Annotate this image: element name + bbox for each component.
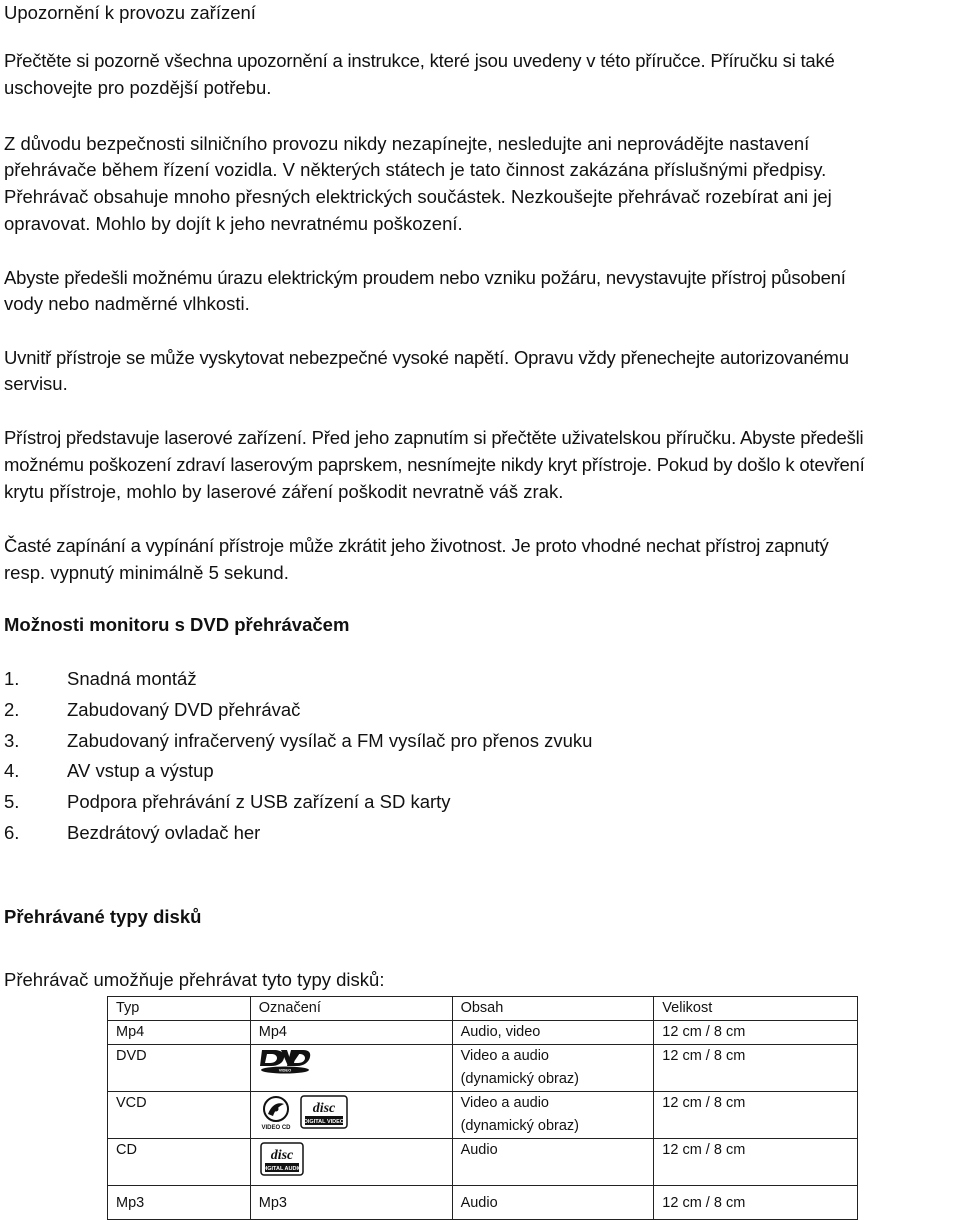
cell-size: 12 cm / 8 cm: [654, 1186, 858, 1220]
content-line: (dynamický obraz): [460, 1118, 580, 1134]
cell-type: Mp4: [108, 1021, 251, 1045]
list-text: Podpora přehrávání z USB zařízení a SD karty: [67, 791, 451, 812]
cell-label: Mp4: [250, 1021, 452, 1045]
column-header: Obsah: [452, 997, 654, 1021]
list-text: Bezdrátový ovladač her: [67, 822, 261, 843]
svg-text:disc: disc: [270, 1148, 294, 1163]
paragraph-line: Přehrávač obsahuje mnoho přesných elektrických součástek. Nezkoušejte přehrávač rozebírat ani jej: [4, 186, 832, 207]
svg-text:DIGITAL AUDIO: DIGITAL AUDIO: [261, 1166, 303, 1172]
list-number: 4.: [4, 760, 20, 781]
cell-type: CD: [108, 1139, 251, 1186]
dvd-video-logo-icon: [259, 1048, 311, 1074]
svg-text:VIDEO CD: VIDEO CD: [261, 1125, 291, 1131]
list-text: Zabudovaný infračervený vysílač a FM vysílač pro přenos zvuku: [67, 730, 593, 751]
cell-content: Audio, video: [452, 1021, 654, 1045]
paragraph-line: resp. vypnutý minimálně 5 sekund.: [4, 562, 289, 583]
list-item: [4, 697, 300, 723]
list-item: [4, 666, 197, 692]
paragraph-line: Uvnitř přístroje se může vyskytovat nebezpečné vysoké napětí. Opravu vždy přenechejte autorizovanému: [4, 347, 849, 368]
paragraph-line: Abyste předešli možnému úrazu elektrickým proudem nebo vzniku požáru, nevystavujte přístroj působení: [4, 267, 846, 288]
list-text: Zabudovaný DVD přehrávač: [67, 699, 301, 720]
paragraph-line: Časté zapínání a vypínání přístroje může zkrátit jeho životnost. Je proto vhodné nechat přístroj zapnutý: [4, 535, 829, 556]
list-item: [4, 728, 592, 754]
paragraph-line: krytu přístroje, mohlo by laserové záření poškodit nevratně váš zrak.: [4, 481, 564, 502]
cell-label: [250, 1139, 452, 1186]
paragraph-line: Z důvodu bezpečnosti silničního provozu nikdy nezapínejte, nesledujte ani neprovádějte nastavení: [4, 133, 810, 154]
cell-label: [250, 1045, 452, 1092]
cell-type: VCD: [108, 1092, 251, 1139]
cell-content: Audio: [452, 1186, 654, 1220]
table-row: [108, 1021, 858, 1045]
cell-content: Audio: [452, 1139, 654, 1186]
cell-label: [250, 1092, 452, 1139]
compact-disc-logo-icon: [259, 1141, 305, 1177]
list-item: [4, 820, 260, 846]
list-number: 2.: [4, 699, 20, 720]
svg-text:VIDEO: VIDEO: [278, 1067, 292, 1073]
table-row: [108, 1092, 858, 1139]
cell-size: 12 cm / 8 cm: [654, 1021, 858, 1045]
list-text: AV vstup a výstup: [67, 760, 214, 781]
list-number: 5.: [4, 791, 20, 812]
disc-types-table: [107, 996, 858, 1220]
paragraph-line: Přečtěte si pozorně všechna upozornění a instrukce, které jsou uvedeny v této příručce. Příručku si také: [4, 50, 835, 71]
cell-size: 12 cm / 8 cm: [654, 1092, 858, 1139]
column-header: Velikost: [654, 997, 858, 1021]
paragraph-line: přehrávače během řízení vozidla. V některých státech je tato činnost zakázána příslušnými předpisy.: [4, 159, 827, 180]
table-row: [108, 1139, 858, 1186]
svg-text:DIGITAL VIDEO: DIGITAL VIDEO: [303, 1119, 344, 1125]
table-row: [108, 1186, 858, 1220]
paragraph-line: možnému poškození zdraví laserovým paprskem, nesnímejte nikdy kryt přístroje. Pokud by došlo k otevření: [4, 454, 865, 475]
cell-type: Mp3: [108, 1186, 251, 1220]
content-line: Video a audio: [460, 1048, 549, 1064]
cell-type: DVD: [108, 1045, 251, 1092]
list-text: Snadná montáž: [67, 668, 197, 689]
column-header: Typ: [108, 997, 251, 1021]
discs-intro: Přehrávač umožňuje přehrávat tyto typy disků:: [4, 969, 385, 990]
paragraph-line: uschovejte pro pozdější potřebu.: [4, 77, 272, 98]
paragraph-line: opravovat. Mohlo by dojít k jeho nevratnému poškození.: [4, 213, 463, 234]
paragraph-line: Přístroj představuje laserové zařízení. Před jeho zapnutím si přečtěte uživatelskou příručku. Abyste předešli: [4, 427, 864, 448]
paragraph-line: servisu.: [4, 373, 68, 394]
cell-label: Mp3: [250, 1186, 452, 1220]
list-item: [4, 789, 451, 815]
table-row: [108, 1045, 858, 1092]
list-item: [4, 758, 214, 784]
svg-text:disc: disc: [312, 1101, 336, 1116]
video-cd-logo-icon: [259, 1094, 351, 1132]
cell-size: 12 cm / 8 cm: [654, 1139, 858, 1186]
cell-content: [452, 1045, 654, 1092]
column-header: Označení: [250, 997, 452, 1021]
content-line: Video a audio: [460, 1095, 549, 1111]
document-title: Upozornění k provozu zařízení: [4, 2, 256, 23]
cell-size: 12 cm / 8 cm: [654, 1045, 858, 1092]
list-number: 3.: [4, 730, 20, 751]
cell-content: [452, 1092, 654, 1139]
paragraph-line: vody nebo nadměrné vlhkosti.: [4, 293, 250, 314]
content-line: (dynamický obraz): [460, 1071, 580, 1087]
list-number: 6.: [4, 822, 20, 843]
table-header-row: [108, 997, 858, 1021]
list-number: 1.: [4, 668, 20, 689]
discs-heading: Přehrávané typy disků: [4, 906, 202, 927]
features-heading: Možnosti monitoru s DVD přehrávačem: [4, 614, 350, 635]
